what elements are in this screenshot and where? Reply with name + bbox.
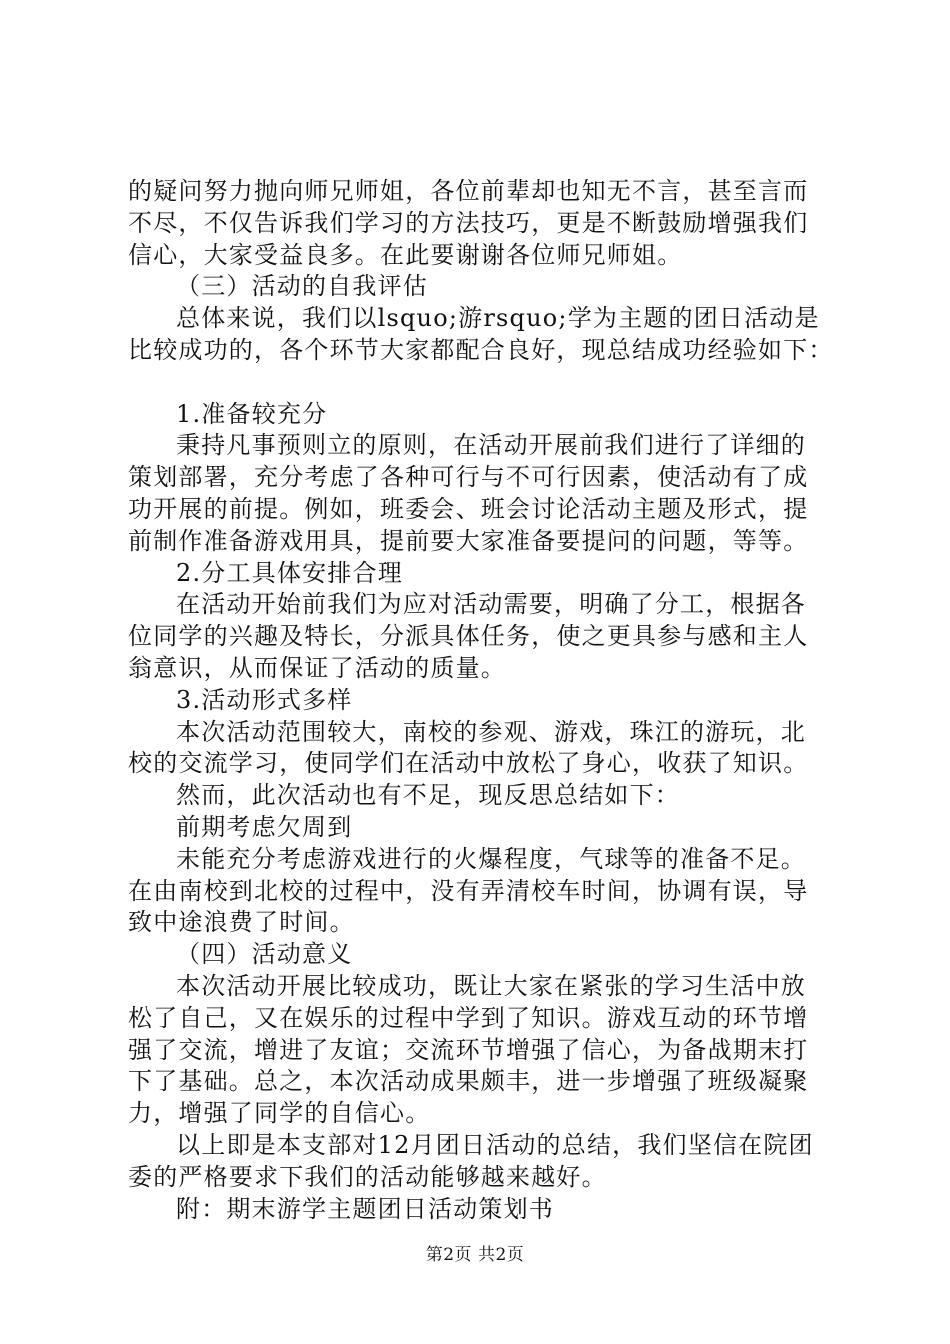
paragraph-line: 本次活动范围较大，南校的参观、游戏，珠江的游玩，北 bbox=[176, 717, 806, 746]
paragraph-line: 的疑问努力抛向师兄师姐，各位前辈却也知无不言，甚至言而 bbox=[128, 177, 809, 205]
blank-line bbox=[128, 367, 840, 399]
paragraph-line: 总体来说，我们以lsquo;游rsquo;学为主题的团日活动是 bbox=[176, 304, 820, 333]
paragraph-line: 信心，大家受益良多。在此要谢谢各位师兄师姐。 bbox=[128, 240, 683, 269]
paragraph-line: 策划部署，充分考虑了各种可行与不可行因素，使活动有了成 bbox=[128, 463, 809, 492]
section-heading-self-evaluation: （三）活动的自我评估 bbox=[176, 272, 428, 301]
paragraph-line: 秉持凡事预则立的原则，在活动开展前我们进行了详细的 bbox=[176, 431, 806, 460]
paragraph-line: 校的交流学习，使同学们在活动中放松了身心，收获了知识。 bbox=[128, 749, 809, 778]
paragraph-line: 松了自己，又在娱乐的过程中学到了知识。游戏互动的环节增 bbox=[128, 1003, 809, 1032]
paragraph-line: 以上即是本支部对12月团日活动的总结，我们坚信在院团 bbox=[176, 1130, 814, 1159]
page-number-footer: 第2页 共2页 bbox=[425, 1245, 525, 1265]
paragraph-line: 前制作准备游戏用具，提前要大家准备要提问的问题，等等。 bbox=[128, 526, 809, 555]
appendix-line: 附：期末游学主题团日活动策划书 bbox=[176, 1194, 554, 1223]
subheading-division-of-labor: 2.分工具体安排合理 bbox=[176, 558, 403, 587]
paragraph-line: 在由南校到北校的过程中，没有弄清校车时间，协调有误，导 bbox=[128, 876, 809, 905]
subheading-activity-forms: 3.活动形式多样 bbox=[176, 685, 353, 714]
paragraph-line: 位同学的兴趣及特长，分派具体任务，使之更具参与感和主人 bbox=[128, 622, 809, 651]
section-heading-significance: （四）活动意义 bbox=[176, 940, 353, 969]
paragraph-line: 翁意识，从而保证了活动的质量。 bbox=[128, 653, 506, 682]
paragraph-line: 然而，此次活动也有不足，现反思总结如下： bbox=[176, 781, 680, 810]
subheading-insufficient-planning: 前期考虑欠周到 bbox=[176, 812, 353, 841]
paragraph-line: 致中途浪费了时间。 bbox=[128, 908, 355, 937]
paragraph-line: 下了基础。总之，本次活动成果颇丰，进一步增强了班级凝聚 bbox=[128, 1067, 809, 1096]
paragraph-line: 本次活动开展比较成功，既让大家在紧张的学习生活中放 bbox=[176, 971, 806, 1000]
paragraph-line: 不尽，不仅告诉我们学习的方法技巧，更是不断鼓励增强我们 bbox=[128, 208, 809, 237]
paragraph-line: 在活动开始前我们为应对活动需要，明确了分工，根据各 bbox=[176, 590, 806, 619]
document-body bbox=[128, 176, 840, 1225]
paragraph-line: 未能充分考虑游戏进行的火爆程度，气球等的准备不足。 bbox=[176, 844, 806, 873]
paragraph-line: 功开展的前提。例如，班委会、班会讨论活动主题及形式，提 bbox=[128, 494, 809, 523]
paragraph-line: 强了交流，增进了友谊；交流环节增强了信心，为备战期末打 bbox=[128, 1035, 809, 1064]
paragraph-line: 力，增强了同学的自信心。 bbox=[128, 1099, 431, 1128]
paragraph-line: 比较成功的，各个环节大家都配合良好，现总结成功经验如下： bbox=[128, 335, 834, 364]
subheading-preparation: 1.准备较充分 bbox=[176, 399, 328, 428]
paragraph-line: 委的严格要求下我们的活动能够越来越好。 bbox=[128, 1162, 607, 1191]
